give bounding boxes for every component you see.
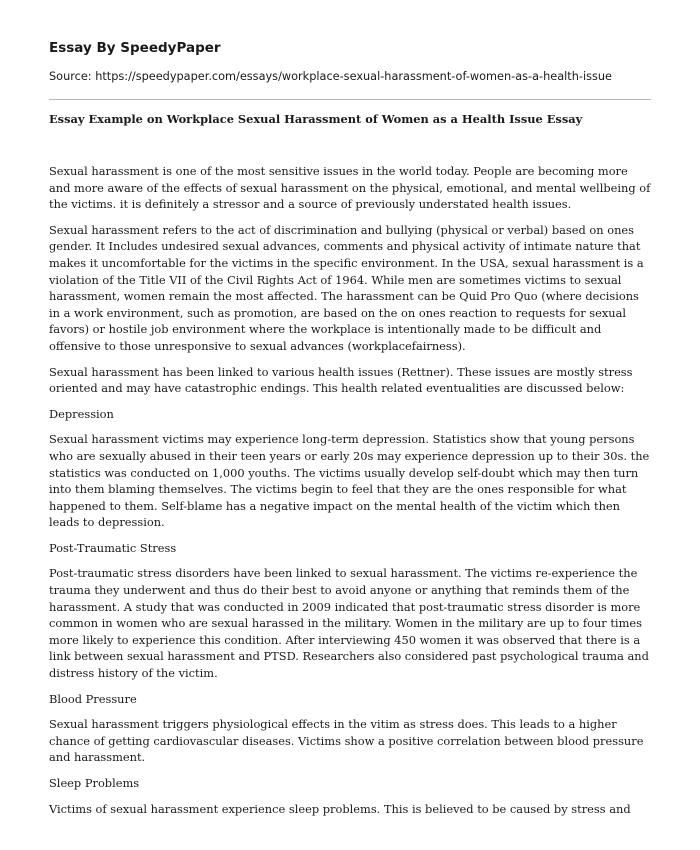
section-heading-blood-pressure: Blood Pressure (49, 691, 137, 706)
paragraph-sleep: Victims of sexual harassment experience sleep problems. This is believed to be caused by stress and (49, 801, 631, 816)
site-title: Essay By SpeedyPaper (49, 40, 221, 56)
paragraph-ptsd: Post-traumatic stress disorders have been linked to sexual harassment. The victims re-experience the trauma they underwent and thus do their best to avoid anyone or anything that reminds them of the harassment. A study that was conducted in 2009 indicated that post-traumatic stress disorder is more common in women who are sexual harassed in the military. Women in the military are up to four times more likely to experience this condition. After interviewing 450 women it was observed that there is a link between sexual harassment and PTSD. Researchers also considered past psychological trauma and distress history of the victim. (49, 566, 649, 681)
paragraph-intro: Sexual harassment is one of the most sensitive issues in the world today. People are becoming more and more aware of the effects of sexual harassment on the physical, emotional, and mental wellbeing of the victims. it is definitely a stressor and a source of previously understated health issues. (49, 164, 651, 212)
essay-title: Essay Example on Workplace Sexual Harassment of Women as a Health Issue Essay (49, 112, 583, 126)
paragraph-blood-pressure: Sexual harassment triggers physiological effects in the vitim as stress does. This leads to a higher chance of getting cardiovascular diseases. Victims show a positive correlation between blood pressure and harassment. (49, 717, 644, 765)
section-heading-depression: Depression (49, 406, 114, 421)
section-heading-ptsd: Post-Traumatic Stress (49, 540, 177, 555)
essay-body (49, 163, 651, 817)
paragraph-depression: Sexual harassment victims may experience long-term depression. Statistics show that young persons who are sexually abused in their teen years or early 20s may experience depression up to their 30s. the statistics was conducted on 1,000 youths. The victims usually develop self-doubt which may then turn into them blaming themselves. The victims begin to feel that they are the ones responsible for what happened to them. Self-blame has a negative impact on the mental health of the victim which then leads to depression. (49, 432, 650, 530)
paragraph-health-link: Sexual harassment has been linked to various health issues (Rettner). These issues are mostly stress oriented and may have catastrophic endings. This health related eventualities are discussed below: (49, 364, 633, 396)
paragraph-definition: Sexual harassment refers to the act of discrimination and bullying (physical or verbal) based on ones gender. It Includes undesired sexual advances, comments and physical activity of intimate nature that makes it uncomfortable for the victims in the specific environment. In the USA, sexual harassment is a violation of the Title VII of the Civil Rights Act of 1964. While men are sometimes victims to sexual harassment, women remain the most affected. The harassment can be Quid Pro Quo (where decisions in a work environment, such as promotion, are based on the on ones reaction to requests for sexual favors) or hostile job environment where the workplace is intentionally made to be difficult and offensive to those unresponsive to sexual advances (workplacefairness). (49, 222, 644, 353)
section-heading-sleep: Sleep Problems (49, 776, 140, 790)
source-line: Source: https://speedypaper.com/essays/workplace-sexual-harassment-of-women-as-a-health-issue (49, 70, 612, 83)
header-divider (49, 99, 651, 100)
